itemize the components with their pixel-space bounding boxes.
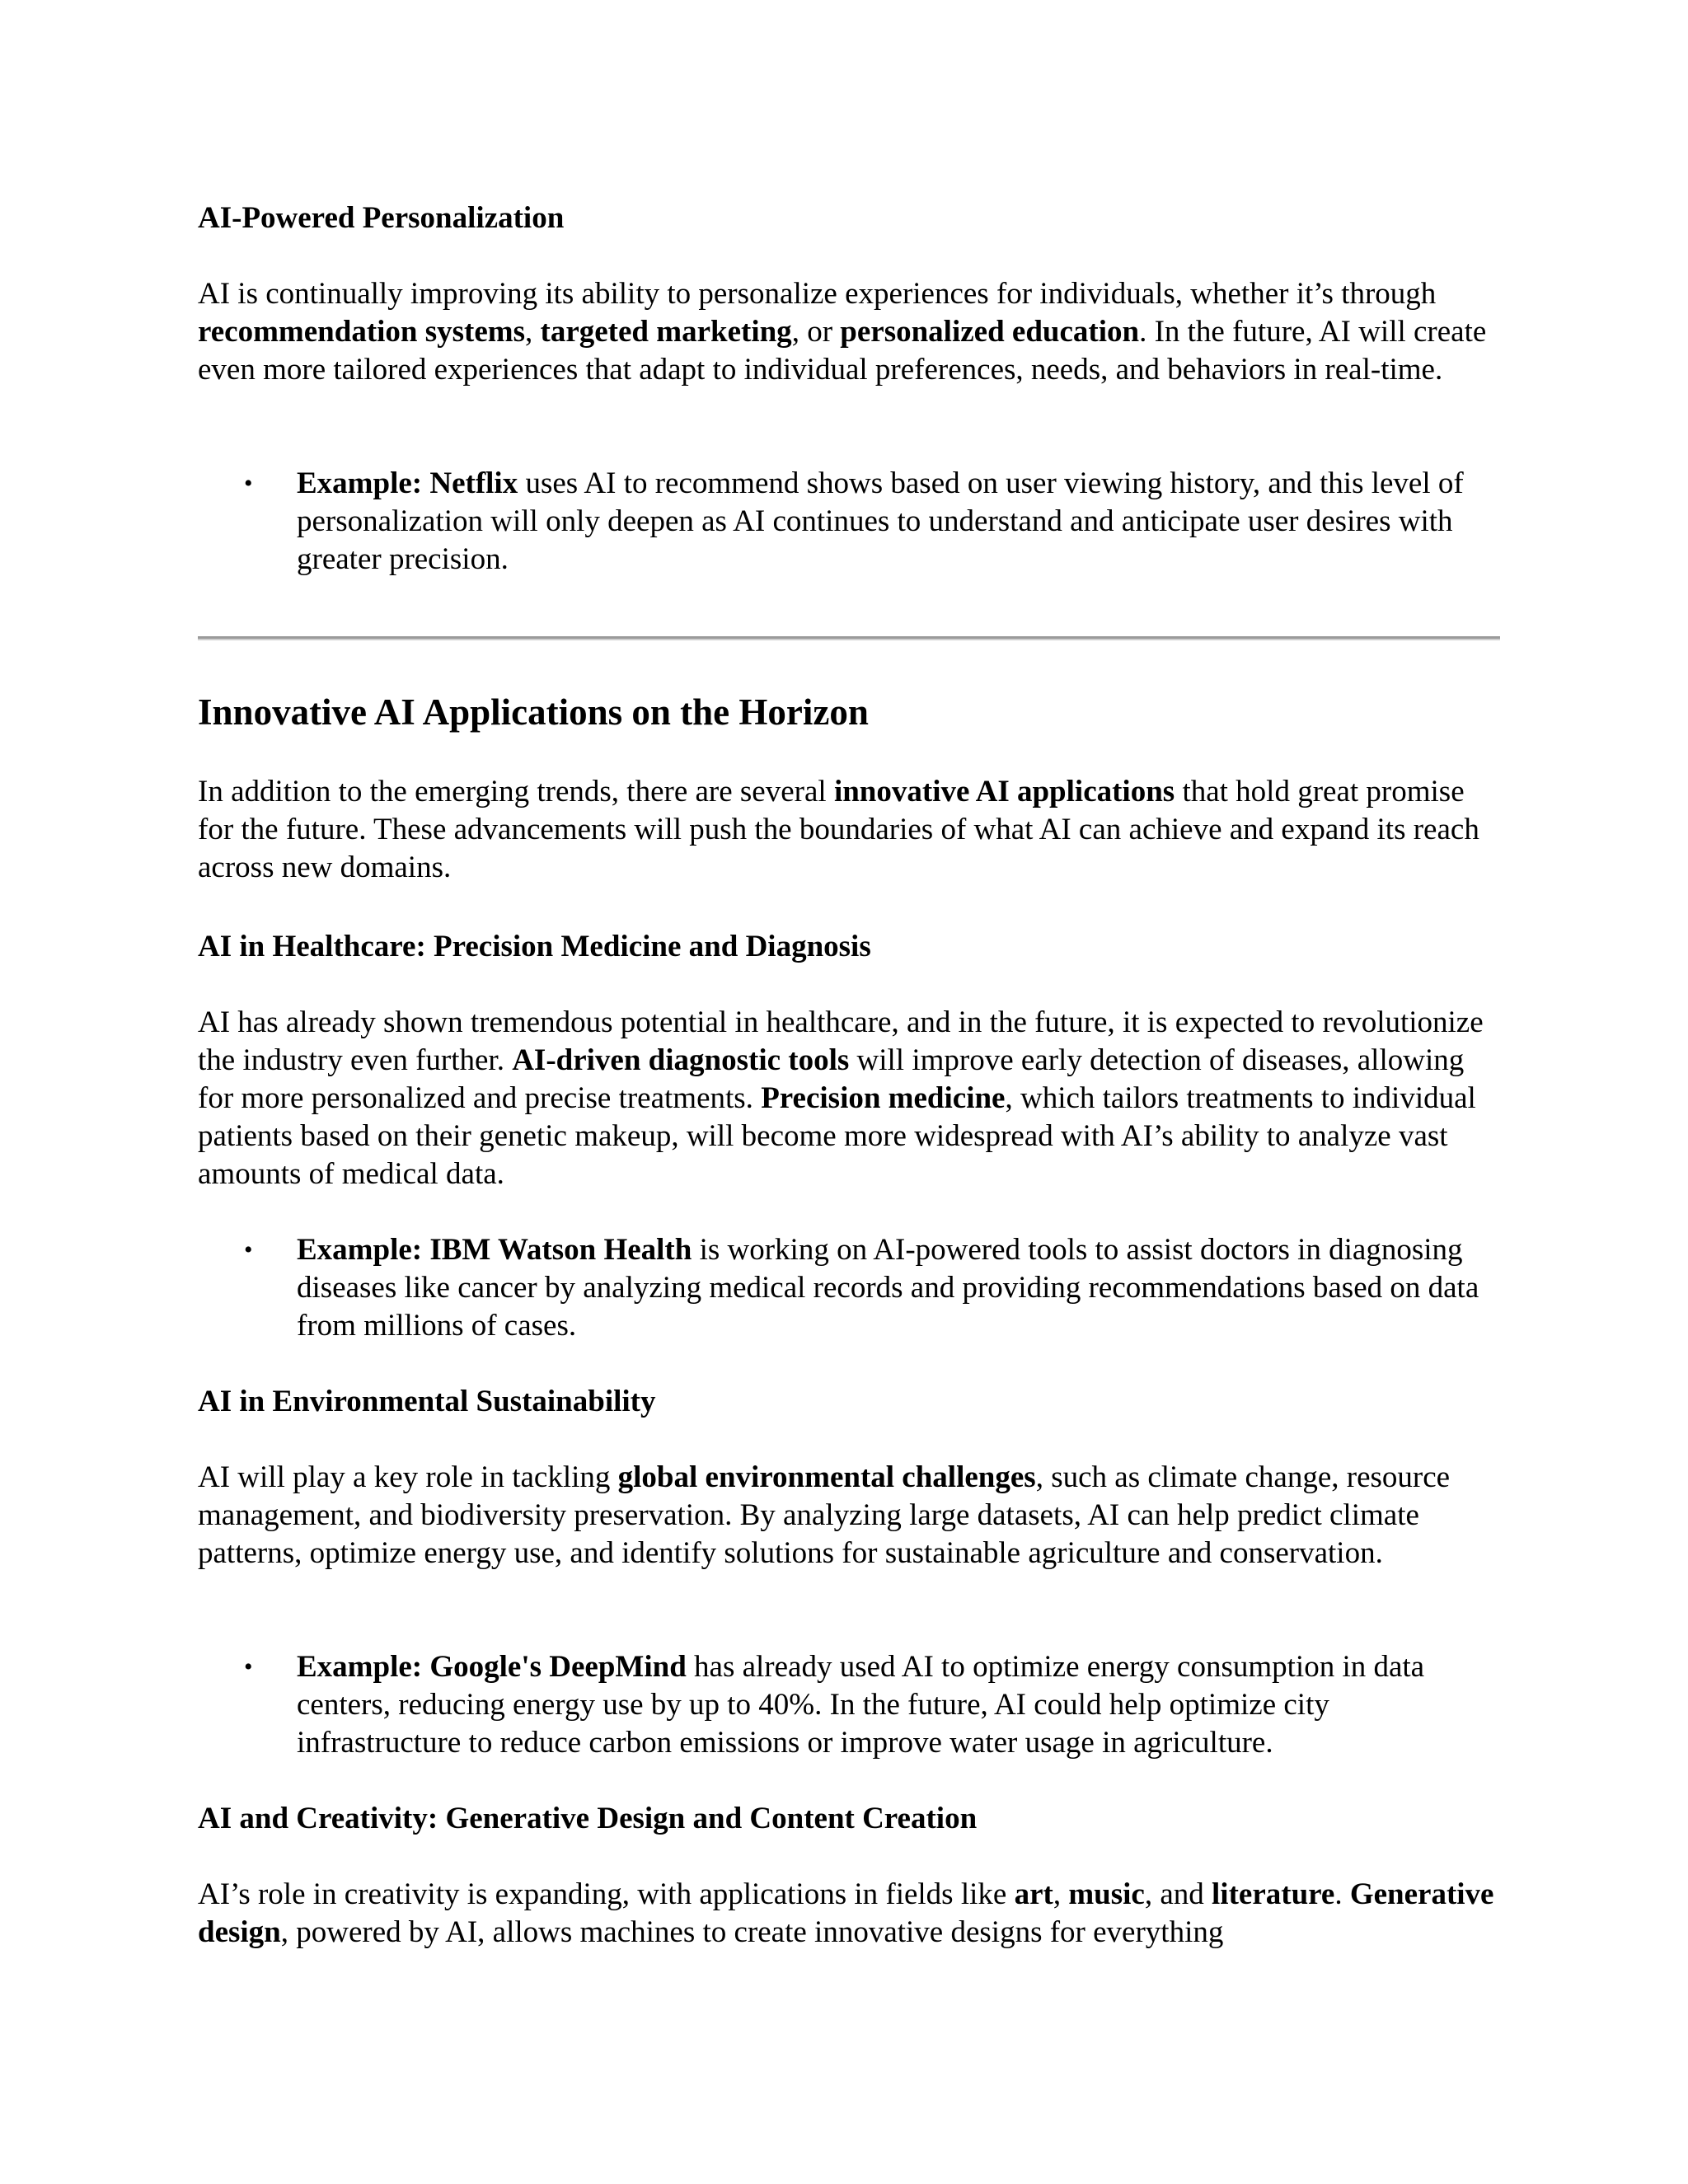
text-run: In addition to the emerging trends, there are several [198,775,834,808]
text-run: , which tailors treatments to individual patients based on their genetic makeup, will become more widespread with AI’s ability to analyze vast amounts of medical data. [198,1081,1476,1191]
paragraph-environment [198,1459,1500,1572]
bullet-glyph: • [244,470,253,497]
bold-term: personalized education [840,315,1140,349]
bullet-item-ibm-watson [198,1231,1500,1345]
bullet-item-netflix [198,465,1500,579]
text-run: , and [1144,1877,1212,1911]
paragraph-creativity [198,1876,1500,1952]
paragraph-innovative-intro [198,773,1500,887]
bold-term: Generative design [198,1877,1494,1949]
example-text: uses AI to recommend shows based on user viewing history, and this level of personalization will only deepen as AI continues to understand and anticipate user desires with greater precision. [297,466,1464,576]
heading-ai-in-healthcare: AI in Healthcare: Precision Medicine and Diagnosis [198,930,871,963]
example-label: Example: [297,1650,430,1684]
bullet-glyph: • [244,1653,253,1680]
bullet-list-personalization [198,465,1500,579]
bold-term: recommendation systems [198,315,526,349]
text-run: AI has already shown tremendous potential in healthcare, and in the future, it is expected to revolutionize the industry even further. [198,1005,1484,1077]
bold-term: AI-driven diagnostic tools [512,1043,850,1077]
paragraph-personalization [198,275,1500,389]
bold-term: targeted marketing [540,315,792,349]
heading-ai-and-creativity: AI and Creativity: Generative Design and Content Creation [198,1802,978,1835]
text-run: AI’s role in creativity is expanding, with applications in fields like [198,1877,1015,1911]
example-text: has already used AI to optimize energy consumption in data centers, reducing energy use by up to 40%. In the future, AI could help optimize city infrastructure to reduce carbon emissions or improve water usage in agriculture. [297,1650,1425,1760]
bullet-glyph: • [244,1236,253,1263]
text-run: that hold great promise for the future. These advancements will push the boundaries of what AI can achieve and expand its reach across new domains. [198,775,1479,884]
example-name: Google's DeepMind [429,1650,687,1684]
text-run: . In the future, AI will create even more tailored experiences that adapt to individual preferences, needs, and behaviors in real-time. [198,315,1487,387]
heading-ai-in-environmental-sustainability: AI in Environmental Sustainability [198,1385,656,1418]
bold-term: Precision medicine [761,1081,1006,1115]
bold-term: music [1068,1877,1145,1911]
bold-term: global environmental challenges [617,1460,1036,1494]
text-run: . [1334,1877,1350,1911]
example-name: IBM Watson Health [429,1233,692,1267]
bold-term: literature [1212,1877,1335,1911]
bullet-list-healthcare [198,1231,1500,1345]
example-label: Example: [297,1233,430,1267]
text-run: , [1053,1877,1069,1911]
text-run: , [525,315,541,349]
horizontal-divider [198,636,1500,640]
text-run: will improve early detection of diseases, allowing for more personalized and precise treatments. [198,1043,1465,1115]
text-run: AI is continually improving its ability to personalize experiences for individuals, whether it’s through [198,277,1437,311]
text-run: , or [791,315,841,349]
example-name: Netflix [429,466,518,500]
heading-ai-powered-personalization: AI-Powered Personalization [198,201,565,235]
text-run: AI will play a key role in tackling [198,1460,618,1494]
text-run: , such as climate change, resource management, and biodiversity preservation. By analyzing large datasets, AI can help predict climate patterns, optimize energy use, and identify solutions for sustainable agriculture and conservation. [198,1460,1451,1570]
bullet-item-deepmind [198,1648,1500,1762]
text-run: , powered by AI, allows machines to create innovative designs for everything [280,1915,1224,1949]
bullet-list-environment [198,1648,1500,1762]
bold-term: art [1014,1877,1053,1911]
heading-innovative-ai-applications: Innovative AI Applications on the Horizon [198,691,869,733]
paragraph-healthcare [198,1004,1500,1193]
bold-term: innovative AI applications [833,775,1175,808]
example-label: Example: [297,466,430,500]
example-text: is working on AI-powered tools to assist doctors in diagnosing diseases like cancer by analyzing medical records and providing recommendations based on data from millions of cases. [297,1233,1479,1343]
